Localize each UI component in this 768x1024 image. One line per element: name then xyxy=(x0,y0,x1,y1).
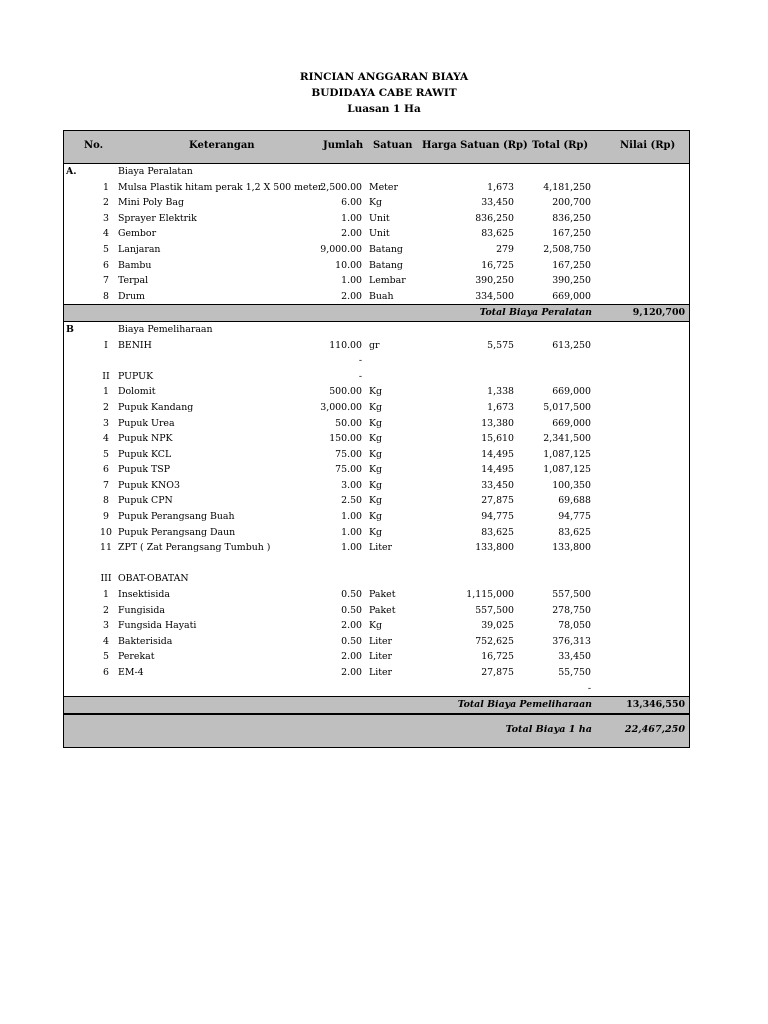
benih-row xyxy=(64,338,689,354)
pupuk-no: 7 xyxy=(103,479,109,491)
pupuk-sat: Kg xyxy=(369,495,383,507)
peralatan-sat: Batang xyxy=(369,259,403,271)
peralatan-sat: Unit xyxy=(369,212,390,224)
pupuk-sat: Kg xyxy=(369,448,383,460)
dash-row xyxy=(64,353,689,369)
section-a-title: Biaya Peralatan xyxy=(118,166,193,177)
section-b-heading xyxy=(64,322,689,338)
obat-no: 2 xyxy=(103,604,109,616)
peralatan-tot: 390,250 xyxy=(552,275,591,287)
header-keterangan: Keterangan xyxy=(189,140,255,151)
obat-ket: Bakterisida xyxy=(118,635,173,647)
peralatan-ket: Bambu xyxy=(118,259,152,271)
obat-hrg: 752,625 xyxy=(475,635,514,647)
obat-jml: 0.50 xyxy=(341,604,362,616)
pupuk-hrg: 14,495 xyxy=(481,464,514,476)
obat-title: OBAT-OBATAN xyxy=(118,573,189,585)
pupuk-row xyxy=(64,540,689,556)
obat-no: 5 xyxy=(103,651,109,663)
pupuk-tot: 669,000 xyxy=(552,417,591,429)
section-b-subtotal-label: Total Biaya Pemeliharaan xyxy=(457,699,592,711)
pupuk-ket: Pupuk Perangsang Daun xyxy=(118,526,236,538)
peralatan-ket: Terpal xyxy=(118,275,149,287)
obat-sat: Liter xyxy=(369,635,393,647)
header-jumlah: Jumlah xyxy=(323,140,364,151)
peralatan-tot: 200,700 xyxy=(552,197,591,209)
dash-value-2: - xyxy=(587,682,591,694)
obat-sat: Paket xyxy=(369,589,396,601)
pupuk-ket: Pupuk KCL xyxy=(118,448,172,460)
pupuk-jml: 1.00 xyxy=(341,511,362,523)
obat-sat: Paket xyxy=(369,604,396,616)
header-no: No. xyxy=(84,140,104,151)
pupuk-ket: Pupuk TSP xyxy=(118,464,171,476)
pupuk-jml: 500.00 xyxy=(329,386,362,398)
peralatan-row xyxy=(64,273,689,289)
pupuk-jml: 75.00 xyxy=(335,464,362,476)
obat-tot: 278,750 xyxy=(552,604,591,616)
budget-table xyxy=(63,130,690,748)
pupuk-sat: Kg xyxy=(369,433,383,445)
pupuk-tot: 83,625 xyxy=(558,526,591,538)
peralatan-no: 8 xyxy=(103,290,109,302)
pupuk-sat: Kg xyxy=(369,401,383,413)
obat-jml: 2.00 xyxy=(341,620,362,632)
obat-ket: EM-4 xyxy=(118,667,144,678)
peralatan-jml: 1.00 xyxy=(341,275,362,287)
pupuk-row xyxy=(64,493,689,509)
obat-no: III xyxy=(100,573,112,585)
peralatan-tot: 4,181,250 xyxy=(543,181,591,193)
obat-no: 6 xyxy=(103,667,109,678)
header-harga: Harga Satuan (Rp) xyxy=(422,140,528,151)
obat-sat: Kg xyxy=(369,620,383,632)
pupuk-no: 4 xyxy=(103,433,109,445)
pupuk-tot: 5,017,500 xyxy=(543,401,591,413)
pupuk-ket: Pupuk CPN xyxy=(118,495,173,507)
peralatan-row xyxy=(64,211,689,227)
peralatan-ket: Lanjaran xyxy=(118,243,161,255)
peralatan-sat: Unit xyxy=(369,228,390,240)
peralatan-sat: Buah xyxy=(369,290,394,302)
peralatan-ket: Mulsa Plastik hitam perak 1,2 X 500 meter xyxy=(118,181,323,193)
pupuk-title: PUPUK xyxy=(118,370,154,382)
peralatan-jml: 9,000.00 xyxy=(320,243,362,255)
pupuk-sat: Kg xyxy=(369,511,383,523)
peralatan-ket: Mini Poly Bag xyxy=(118,197,184,209)
section-b-subtotal-value: 13,346,550 xyxy=(626,699,685,711)
pupuk-jml: 150.00 xyxy=(329,433,362,445)
peralatan-hrg: 279 xyxy=(496,243,514,255)
obat-heading xyxy=(64,571,689,587)
peralatan-row xyxy=(64,226,689,242)
pupuk-ket: ZPT ( Zat Perangsang Tumbuh ) xyxy=(118,542,271,554)
pupuk-jml: 1.00 xyxy=(341,526,362,538)
pupuk-tot: 133,800 xyxy=(552,542,591,554)
peralatan-hrg: 83,625 xyxy=(481,228,514,240)
obat-ket: Fungsida Hayati xyxy=(118,620,197,632)
obat-tot: 55,750 xyxy=(558,667,591,678)
pupuk-tot: 100,350 xyxy=(552,479,591,491)
section-a-subtotal-value: 9,120,700 xyxy=(632,307,685,319)
obat-items xyxy=(64,587,689,681)
peralatan-jml: 10.00 xyxy=(335,259,362,271)
pupuk-sat: Kg xyxy=(369,386,383,398)
obat-hrg: 557,500 xyxy=(475,604,514,616)
pupuk-row xyxy=(64,431,689,447)
pupuk-hrg: 83,625 xyxy=(481,526,514,538)
peralatan-hrg: 390,250 xyxy=(475,275,514,287)
pupuk-jml: 75.00 xyxy=(335,448,362,460)
pupuk-sat: Kg xyxy=(369,417,383,429)
peralatan-row xyxy=(64,195,689,211)
pupuk-heading xyxy=(64,369,689,385)
pupuk-no: 11 xyxy=(100,542,112,554)
pupuk-no: 6 xyxy=(103,464,109,476)
section-b-subtotal xyxy=(64,696,689,713)
grand-total-label: Total Biaya 1 ha xyxy=(505,723,592,735)
pupuk-jml: 3,000.00 xyxy=(320,401,362,413)
peralatan-tot: 669,000 xyxy=(552,290,591,302)
pupuk-hrg: 27,875 xyxy=(481,495,514,507)
pupuk-no: 2 xyxy=(103,401,109,413)
peralatan-hrg: 836,250 xyxy=(475,212,514,224)
obat-ket: Fungisida xyxy=(118,604,165,616)
pupuk-jml: 50.00 xyxy=(335,417,362,429)
pupuk-no: 10 xyxy=(100,526,112,538)
obat-tot: 376,313 xyxy=(552,635,591,647)
pupuk-jml: 2.50 xyxy=(341,495,362,507)
obat-hrg: 39,025 xyxy=(481,620,514,632)
obat-jml: 2.00 xyxy=(341,667,362,678)
obat-jml: 2.00 xyxy=(341,651,362,663)
section-a-items xyxy=(64,180,689,305)
peralatan-jml: 6.00 xyxy=(341,197,362,209)
pupuk-hrg: 1,673 xyxy=(487,401,514,413)
title-line-1: RINCIAN ANGGARAN BIAYA xyxy=(299,71,469,83)
obat-sat: Liter xyxy=(369,651,393,663)
obat-no: 4 xyxy=(103,635,109,647)
obat-hrg: 16,725 xyxy=(481,651,514,663)
obat-row xyxy=(64,634,689,650)
pupuk-no: 3 xyxy=(103,417,109,429)
pupuk-tot: 1,087,125 xyxy=(543,464,591,476)
peralatan-tot: 836,250 xyxy=(552,212,591,224)
peralatan-hrg: 16,725 xyxy=(481,259,514,271)
pupuk-row xyxy=(64,400,689,416)
pupuk-hrg: 94,775 xyxy=(481,511,514,523)
pupuk-row xyxy=(64,509,689,525)
pupuk-jml: 1.00 xyxy=(341,542,362,554)
pupuk-row xyxy=(64,478,689,494)
pupuk-ket: Pupuk KNO3 xyxy=(118,479,180,491)
benih-no: I xyxy=(104,339,108,351)
pupuk-ket: Pupuk NPK xyxy=(118,433,173,445)
peralatan-hrg: 334,500 xyxy=(475,290,514,302)
pupuk-ket: Pupuk Urea xyxy=(118,417,175,429)
peralatan-tot: 2,508,750 xyxy=(543,243,591,255)
obat-row xyxy=(64,649,689,665)
pupuk-hrg: 33,450 xyxy=(481,479,514,491)
obat-tot: 557,500 xyxy=(552,589,591,601)
obat-row xyxy=(64,665,689,681)
pupuk-hrg: 15,610 xyxy=(481,433,514,445)
peralatan-row xyxy=(64,289,689,305)
benih-tot: 613,250 xyxy=(552,339,591,351)
pupuk-tot: 1,087,125 xyxy=(543,448,591,460)
peralatan-ket: Gembor xyxy=(118,228,157,240)
obat-ket: Insektisida xyxy=(118,589,170,601)
obat-tot: 33,450 xyxy=(558,651,591,663)
peralatan-jml: 1.00 xyxy=(341,212,362,224)
peralatan-row xyxy=(64,180,689,196)
pupuk-row xyxy=(64,447,689,463)
pupuk-row xyxy=(64,525,689,541)
peralatan-ket: Sprayer Elektrik xyxy=(118,212,197,224)
benih-sat: gr xyxy=(369,339,380,351)
section-b-title: Biaya Pemeliharaan xyxy=(118,323,213,335)
grand-total xyxy=(64,713,689,747)
header-nilai: Nilai (Rp) xyxy=(620,140,676,151)
pupuk-ket: Dolomit xyxy=(118,386,156,398)
section-a-code: A. xyxy=(66,166,77,177)
grand-total-value: 22,467,250 xyxy=(624,723,685,735)
pupuk-sat: Kg xyxy=(369,479,383,491)
pupuk-no: 1 xyxy=(103,386,109,398)
benih-ket: BENIH xyxy=(118,339,152,351)
pupuk-sat: Kg xyxy=(369,464,383,476)
peralatan-sat: Lembar xyxy=(369,275,406,287)
pupuk-no: 9 xyxy=(103,511,109,523)
peralatan-hrg: 1,673 xyxy=(487,181,514,193)
obat-tot: 78,050 xyxy=(558,620,591,632)
obat-no: 3 xyxy=(103,620,109,632)
table-header xyxy=(64,131,689,164)
pupuk-ket: Pupuk Kandang xyxy=(118,401,194,413)
pupuk-tot: 669,000 xyxy=(552,386,591,398)
benih-hrg: 5,575 xyxy=(487,339,514,351)
pupuk-row xyxy=(64,384,689,400)
section-a-subtotal xyxy=(64,304,689,322)
peralatan-ket: Drum xyxy=(118,290,145,302)
peralatan-row xyxy=(64,258,689,274)
obat-sat: Liter xyxy=(369,667,393,678)
pupuk-items xyxy=(64,384,689,556)
obat-hrg: 27,875 xyxy=(481,667,514,678)
peralatan-jml: 2.00 xyxy=(341,290,362,302)
peralatan-no: 2 xyxy=(103,197,109,209)
obat-hrg: 1,115,000 xyxy=(466,589,514,601)
peralatan-jml: 2,500.00 xyxy=(320,181,362,193)
pupuk-ket: Pupuk Perangsang Buah xyxy=(118,511,235,523)
pupuk-tot: 94,775 xyxy=(558,511,591,523)
dash-row-2 xyxy=(64,681,689,697)
peralatan-no: 7 xyxy=(103,275,109,287)
benih-jml: 110.00 xyxy=(329,339,362,351)
pupuk-no: 5 xyxy=(103,448,109,460)
obat-ket: Perekat xyxy=(118,651,155,663)
peralatan-sat: Batang xyxy=(369,243,403,255)
obat-row xyxy=(64,587,689,603)
obat-no: 1 xyxy=(103,589,109,601)
title-line-3: Luasan 1 Ha xyxy=(347,103,421,115)
peralatan-no: 4 xyxy=(103,228,109,240)
obat-jml: 0.50 xyxy=(341,589,362,601)
peralatan-hrg: 33,450 xyxy=(481,197,514,209)
peralatan-no: 6 xyxy=(103,259,109,271)
peralatan-sat: Meter xyxy=(369,181,398,193)
peralatan-no: 1 xyxy=(103,181,109,193)
section-a-subtotal-label: Total Biaya Peralatan xyxy=(479,307,592,319)
pupuk-hrg: 14,495 xyxy=(481,448,514,460)
peralatan-sat: Kg xyxy=(369,197,383,209)
pupuk-row xyxy=(64,416,689,432)
document-title xyxy=(0,69,768,117)
peralatan-no: 3 xyxy=(103,212,109,224)
peralatan-no: 5 xyxy=(103,243,109,255)
pupuk-hrg: 133,800 xyxy=(475,542,514,554)
pupuk-jml: 3.00 xyxy=(341,479,362,491)
peralatan-jml: 2.00 xyxy=(341,228,362,240)
peralatan-row xyxy=(64,242,689,258)
pupuk-hrg: 1,338 xyxy=(487,386,514,398)
pupuk-tot: 69,688 xyxy=(558,495,591,507)
peralatan-tot: 167,250 xyxy=(552,228,591,240)
dash-value: - xyxy=(358,355,362,367)
section-a-heading xyxy=(64,164,689,180)
pupuk-row xyxy=(64,462,689,478)
pupuk-hrg: 13,380 xyxy=(481,417,514,429)
pupuk-no: II xyxy=(102,370,110,382)
pupuk-sat: Liter xyxy=(369,542,393,554)
section-b-code: B xyxy=(66,323,74,335)
header-satuan: Satuan xyxy=(373,140,413,151)
pupuk-dash: - xyxy=(358,370,362,382)
obat-jml: 0.50 xyxy=(341,635,362,647)
obat-row xyxy=(64,603,689,619)
peralatan-tot: 167,250 xyxy=(552,259,591,271)
title-line-2: BUDIDAYA CABE RAWIT xyxy=(311,87,457,99)
header-total: Total (Rp) xyxy=(532,140,589,151)
obat-row xyxy=(64,618,689,634)
pupuk-sat: Kg xyxy=(369,526,383,538)
pupuk-no: 8 xyxy=(103,495,109,507)
pupuk-tot: 2,341,500 xyxy=(543,433,591,445)
